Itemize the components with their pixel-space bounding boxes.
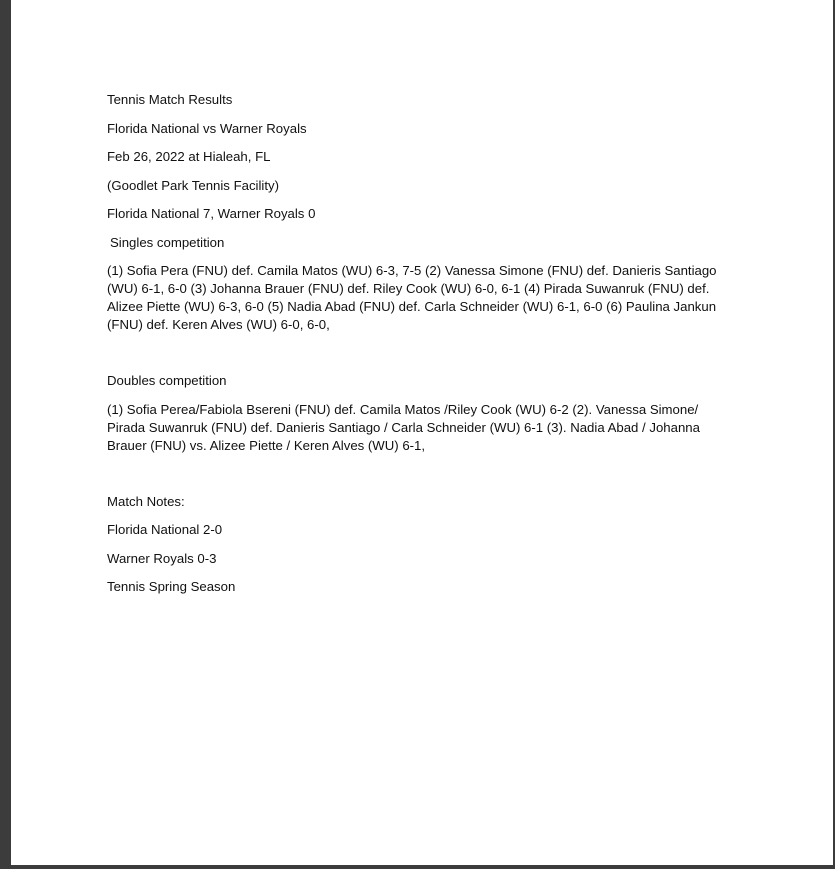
note-warner-royals-record: Warner Royals 0-3 bbox=[107, 550, 217, 566]
facility-line: (Goodlet Park Tennis Facility) bbox=[107, 177, 279, 193]
singles-results-line: (FNU) def. Keren Alves (WU) 6-0, 6-0, bbox=[107, 317, 330, 332]
singles-results-line: Alizee Piette (WU) 6-3, 6-0 (5) Nadia Abad (FNU) def. Carla Schneider (WU) 6-1, 6-0 (6) Paulina Jankun bbox=[107, 299, 717, 314]
doubles-results-line: (1) Sofia Perea/Fabiola Bsereni (FNU) def. Camila Matos /Riley Cook (WU) 6-2 (2). Vanessa Simone/ bbox=[107, 401, 699, 417]
matchup-line: Florida National vs Warner Royals bbox=[107, 120, 307, 136]
document-body bbox=[107, 91, 727, 596]
note-season: Tennis Spring Season bbox=[107, 579, 236, 594]
note-florida-national-record: Florida National 2-0 bbox=[107, 522, 223, 537]
final-score-line: Florida National 7, Warner Royals 0 bbox=[107, 206, 316, 221]
viewer-bottom-edge bbox=[0, 865, 835, 869]
doubles-heading: Doubles competition bbox=[107, 373, 227, 388]
singles-results-line: (1) Sofia Pera (FNU) def. Camila Matos (WU) 6-3, 7-5 (2) Vanessa Simone (FNU) def. Danieris Santiago bbox=[107, 263, 717, 278]
singles-results-line: (WU) 6-1, 6-0 (3) Johanna Brauer (FNU) def. Riley Cook (WU) 6-0, 6-1 (4) Pirada Suwanruk (FNU) def. bbox=[107, 281, 710, 296]
doubles-results bbox=[107, 401, 727, 455]
document-title: Tennis Match Results bbox=[107, 92, 233, 107]
doubles-results-line: Pirada Suwanruk (FNU) def. Danieris Santiago / Carla Schneider (WU) 6-1 (3). Nadia Abad / Johanna bbox=[107, 419, 700, 435]
viewer-left-edge bbox=[0, 0, 11, 869]
match-notes-heading: Match Notes: bbox=[107, 493, 185, 509]
singles-heading: Singles competition bbox=[110, 234, 225, 250]
date-location-line: Feb 26, 2022 at Hialeah, FL bbox=[107, 149, 271, 164]
doubles-results-line: Brauer (FNU) vs. Alizee Piette / Keren Alves (WU) 6-1, bbox=[107, 437, 426, 453]
document-page bbox=[11, 0, 833, 865]
singles-results bbox=[107, 262, 727, 334]
